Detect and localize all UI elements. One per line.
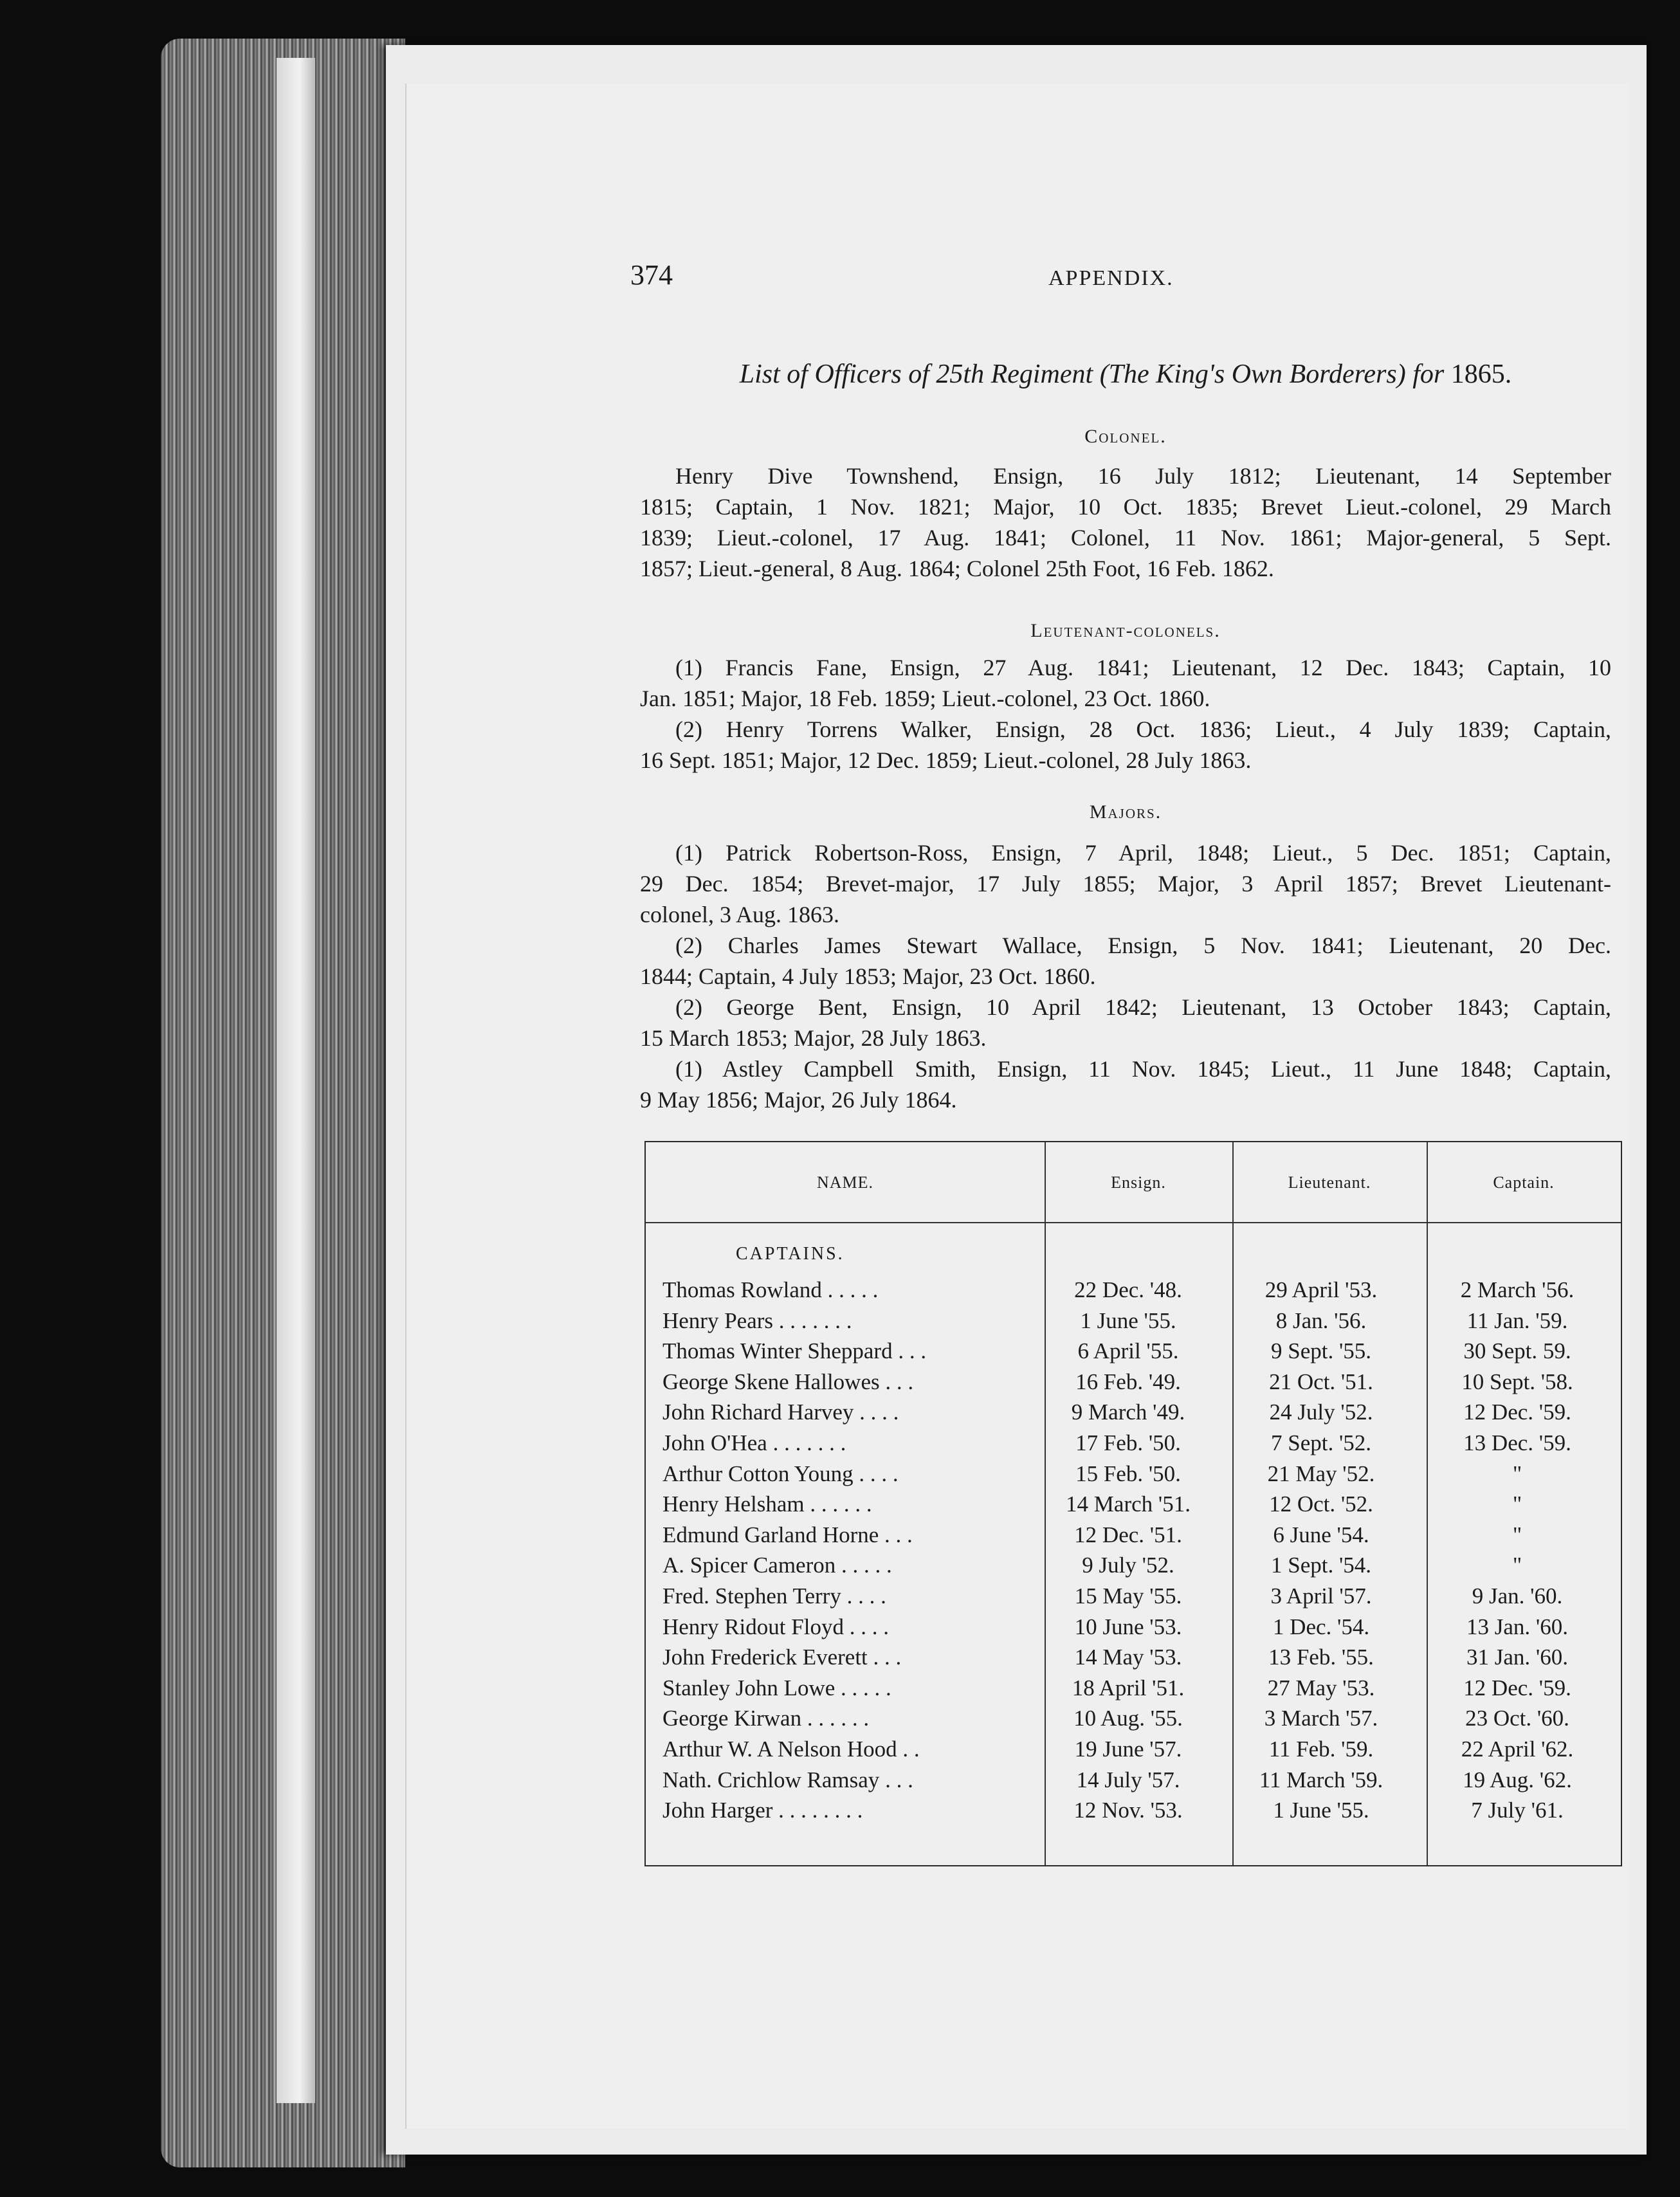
table-row [646, 1461, 1621, 1492]
lieutenant-date: 1 June '55. [1273, 1798, 1369, 1823]
lieutenant-date: 29 April '53. [1265, 1277, 1378, 1302]
leader-dots: . . [902, 1737, 920, 1762]
ensign-date: 12 Nov. '53. [1073, 1798, 1183, 1823]
table-row [646, 1522, 1621, 1553]
captain-date: " [1512, 1491, 1522, 1517]
table-row [646, 1737, 1621, 1767]
table-row [646, 1675, 1621, 1706]
leader-dots: . . . . . [841, 1675, 891, 1700]
officer-name [662, 1767, 913, 1793]
lieutenant-date: 21 May '52. [1267, 1461, 1375, 1486]
table-row [646, 1338, 1621, 1369]
header-captain: Captain. [1493, 1173, 1555, 1192]
text-line: (2) George Bent, Ensign, 10 April 1842; Lieutenant, 13 October 1843; Captain, [675, 994, 1611, 1020]
officer-name [662, 1369, 913, 1395]
officer-name [662, 1583, 886, 1609]
ensign-date: 22 Dec. '48. [1074, 1277, 1182, 1302]
text-line: (1) Patrick Robertson-Ross, Ensign, 7 April, 1848; Lieut., 5 Dec. 1851; Captain, [675, 840, 1611, 866]
officer-name-text: Nath. Crichlow Ramsay [662, 1767, 880, 1792]
officer-name [662, 1430, 846, 1456]
header-lieutenant: Lieutenant. [1288, 1173, 1371, 1192]
table-subheading: CAPTAINS. [736, 1244, 845, 1264]
officer-name [662, 1277, 878, 1303]
leader-dots: . . . . [849, 1614, 889, 1639]
leader-dots: . . . . . [827, 1277, 879, 1302]
text-line: (1) Astley Campbell Smith, Ensign, 11 Nov. 1845; Lieut., 11 June 1848; Captain, [675, 1056, 1611, 1082]
lieutenant-date: 7 Sept. '52. [1270, 1430, 1372, 1455]
leader-dots: . . . . . . . . [778, 1798, 863, 1823]
captain-date: 19 Aug. '62. [1463, 1767, 1572, 1792]
leader-dots: . . . . . . . [772, 1430, 846, 1455]
captain-date: " [1512, 1522, 1522, 1547]
captain-date: 31 Jan. '60. [1466, 1645, 1568, 1670]
leader-dots: . . . [898, 1338, 927, 1364]
ensign-date: 6 April '55. [1077, 1338, 1179, 1364]
officer-name-text: John Richard Harvey [662, 1399, 854, 1425]
officer-name [662, 1614, 889, 1640]
officer-name [662, 1798, 863, 1823]
officer-name-text: Henry Ridout Floyd [662, 1614, 844, 1639]
leader-dots: . . . . [859, 1461, 899, 1486]
leader-dots: . . . . [859, 1399, 899, 1425]
ensign-date: 18 April '51. [1072, 1675, 1185, 1700]
officer-name [662, 1308, 852, 1334]
text-line: 1857; Lieut.-general, 8 Aug. 1864; Colonel 25th Foot, 16 Feb. 1862. [640, 556, 1274, 581]
ensign-date: 17 Feb. '50. [1075, 1430, 1181, 1455]
leader-dots: . . . [873, 1645, 902, 1670]
paragraph-major-3 [640, 992, 1611, 1053]
captain-date: 23 Oct. '60. [1465, 1706, 1569, 1731]
leader-dots: . . . [885, 1767, 913, 1792]
lieutenant-date: 11 March '59. [1259, 1767, 1383, 1792]
officer-name-text: George Kirwan [662, 1706, 802, 1731]
ensign-date: 16 Feb. '49. [1075, 1369, 1181, 1394]
officer-name-text: Arthur W. A Nelson Hood [662, 1737, 897, 1762]
officer-name-text: George Skene Hallowes [662, 1369, 880, 1394]
table-row [646, 1767, 1621, 1798]
lieutenant-date: 8 Jan. '56. [1275, 1308, 1367, 1333]
text-line: 9 May 1856; Major, 26 July 1864. [640, 1087, 957, 1113]
table-row [646, 1399, 1621, 1430]
captain-date: 2 March '56. [1460, 1277, 1575, 1302]
paragraph-major-1 [640, 837, 1611, 930]
ensign-date: 10 June '53. [1074, 1614, 1182, 1639]
ensign-date: 9 March '49. [1071, 1399, 1185, 1425]
ensign-date: 14 March '51. [1066, 1491, 1191, 1517]
text-line: 1844; Captain, 4 July 1853; Major, 23 Oct. 1860. [640, 963, 1096, 989]
captain-date: 30 Sept. 59. [1463, 1338, 1571, 1364]
captain-date: 22 April '62. [1461, 1737, 1574, 1762]
officer-name-text: Fred. Stephen Terry [662, 1583, 841, 1609]
table-row [646, 1614, 1621, 1645]
title-year: 1865. [1450, 360, 1512, 389]
table-row [646, 1491, 1621, 1522]
text-line: 16 Sept. 1851; Major, 12 Dec. 1859; Lieut.-colonel, 28 July 1863. [640, 747, 1252, 773]
page-title [640, 359, 1611, 390]
table-row [646, 1706, 1621, 1737]
captain-date: 13 Jan. '60. [1466, 1614, 1568, 1639]
officer-name [662, 1675, 891, 1701]
title-text: List of Officers of 25th Regiment (The King's Own Borderers) for [739, 360, 1451, 389]
text-line: Henry Dive Townshend, Ensign, 16 July 1812; Lieutenant, 14 September [675, 463, 1611, 489]
ensign-date: 14 May '53. [1074, 1645, 1182, 1670]
officer-name-text: John Harger [662, 1798, 773, 1823]
officer-name-text: Henry Helsham [662, 1491, 805, 1517]
paragraph-major-2 [640, 930, 1611, 992]
lieutenant-date: 6 June '54. [1273, 1522, 1369, 1547]
lieutenant-date: 12 Oct. '52. [1269, 1491, 1373, 1517]
header-rule [646, 1222, 1621, 1223]
officer-name-text: Edmund Garland Horne [662, 1522, 879, 1547]
officer-name [662, 1461, 899, 1487]
officer-name-text: Stanley John Lowe [662, 1675, 835, 1700]
ensign-date: 14 July '57. [1076, 1767, 1180, 1792]
text-line: Jan. 1851; Major, 18 Feb. 1859; Lieut.-colonel, 23 Oct. 1860. [640, 686, 1210, 711]
lieutenant-date: 21 Oct. '51. [1269, 1369, 1373, 1394]
officer-name [662, 1399, 899, 1425]
officer-name-text: Henry Pears [662, 1308, 774, 1333]
ensign-date: 10 Aug. '55. [1073, 1706, 1183, 1731]
lieutenant-date: 27 May '53. [1267, 1675, 1375, 1700]
leader-dots: . . . . . . . [778, 1308, 852, 1333]
section-heading-lieutenant-colonels: Leutenant-colonels. [1030, 620, 1221, 641]
table-row [646, 1369, 1621, 1400]
text-line: (1) Francis Fane, Ensign, 27 Aug. 1841; Lieutenant, 12 Dec. 1843; Captain, 10 [675, 655, 1611, 680]
ensign-date: 9 July '52. [1082, 1553, 1174, 1578]
captain-date: 13 Dec. '59. [1463, 1430, 1571, 1455]
section-heading-colonel: Colonel. [1084, 426, 1167, 447]
captain-date: 10 Sept. '58. [1461, 1369, 1573, 1394]
text-line: 1815; Captain, 1 Nov. 1821; Major, 10 Oct. 1835; Brevet Lieut.-colonel, 29 March [640, 494, 1611, 520]
table-row [646, 1277, 1621, 1308]
paragraph-lt-col-2 [640, 714, 1611, 776]
leader-dots: . . . . . . [810, 1491, 872, 1517]
header-ensign: Ensign. [1111, 1173, 1166, 1192]
leader-dots: . . . [885, 1369, 914, 1394]
ensign-date: 15 Feb. '50. [1075, 1461, 1181, 1486]
officer-name [662, 1553, 892, 1578]
captain-date: 12 Dec. '59. [1463, 1399, 1571, 1425]
text-line: 15 March 1853; Major, 28 July 1863. [640, 1025, 987, 1051]
lieutenant-date: 3 April '57. [1270, 1583, 1372, 1609]
lieutenant-date: 11 Feb. '59. [1268, 1737, 1374, 1762]
lieutenant-date: 3 March '57. [1264, 1706, 1378, 1731]
paragraph-colonel [640, 460, 1611, 584]
paragraph-lt-col-1 [640, 652, 1611, 714]
ensign-date: 19 June '57. [1074, 1737, 1182, 1762]
officer-name-text: John Frederick Everett [662, 1645, 868, 1670]
officer-name-text: Arthur Cotton Young [662, 1461, 854, 1486]
lieutenant-date: 1 Sept. '54. [1270, 1553, 1372, 1578]
officer-name [662, 1522, 913, 1548]
table-row [646, 1553, 1621, 1583]
table-row [646, 1583, 1621, 1614]
table-row [646, 1645, 1621, 1675]
leader-dots: . . . [884, 1522, 913, 1547]
text-line: 29 Dec. 1854; Brevet-major, 17 July 1855; Major, 3 April 1857; Brevet Lieutenant- [640, 871, 1611, 897]
header-name: NAME. [816, 1173, 874, 1192]
text-line: (2) Henry Torrens Walker, Ensign, 28 Oct. 1836; Lieut., 4 July 1839; Captain, [675, 716, 1611, 742]
page-number: 374 [630, 259, 673, 291]
officer-name [662, 1491, 872, 1517]
officer-name [662, 1737, 920, 1762]
running-title: APPENDIX. [1048, 266, 1174, 290]
section-heading-majors: Majors. [1089, 801, 1162, 823]
captain-date: " [1512, 1461, 1522, 1486]
officer-name-text: Thomas Rowland [662, 1277, 822, 1302]
officer-name-text: John O'Hea [662, 1430, 767, 1455]
officer-name [662, 1338, 926, 1364]
ensign-date: 12 Dec. '51. [1074, 1522, 1182, 1547]
leader-dots: . . . . . . [807, 1706, 870, 1731]
officer-name [662, 1645, 901, 1670]
officer-name-text: A. Spicer Cameron [662, 1553, 836, 1578]
captains-table [644, 1141, 1622, 1866]
captain-date: 9 Jan. '60. [1472, 1583, 1563, 1609]
lieutenant-date: 9 Sept. '55. [1270, 1338, 1372, 1364]
table-row [646, 1430, 1621, 1461]
table-row [646, 1308, 1621, 1339]
table-row [646, 1798, 1621, 1828]
ensign-date: 15 May '55. [1074, 1583, 1182, 1609]
text-line: (2) Charles James Stewart Wallace, Ensign, 5 Nov. 1841; Lieutenant, 20 Dec. [675, 933, 1611, 958]
book-edge-highlight [277, 58, 315, 2103]
officer-name [662, 1706, 869, 1731]
lieutenant-date: 24 July '52. [1269, 1399, 1373, 1425]
text-line: 1839; Lieut.-colonel, 17 Aug. 1841; Colonel, 11 Nov. 1861; Major-general, 5 Sept. [640, 525, 1611, 551]
paragraph-major-4 [640, 1053, 1611, 1115]
leader-dots: . . . . [846, 1583, 886, 1609]
lieutenant-date: 1 Dec. '54. [1272, 1614, 1370, 1639]
text-line: colonel, 3 Aug. 1863. [640, 902, 839, 927]
captain-date: 7 July '61. [1471, 1798, 1564, 1823]
ensign-date: 1 June '55. [1080, 1308, 1176, 1333]
captain-date: " [1512, 1553, 1522, 1578]
officer-name-text: Thomas Winter Sheppard [662, 1338, 893, 1364]
leader-dots: . . . . . [841, 1553, 892, 1578]
captain-date: 11 Jan. '59. [1466, 1308, 1568, 1333]
captain-date: 12 Dec. '59. [1463, 1675, 1571, 1700]
lieutenant-date: 13 Feb. '55. [1268, 1645, 1374, 1670]
